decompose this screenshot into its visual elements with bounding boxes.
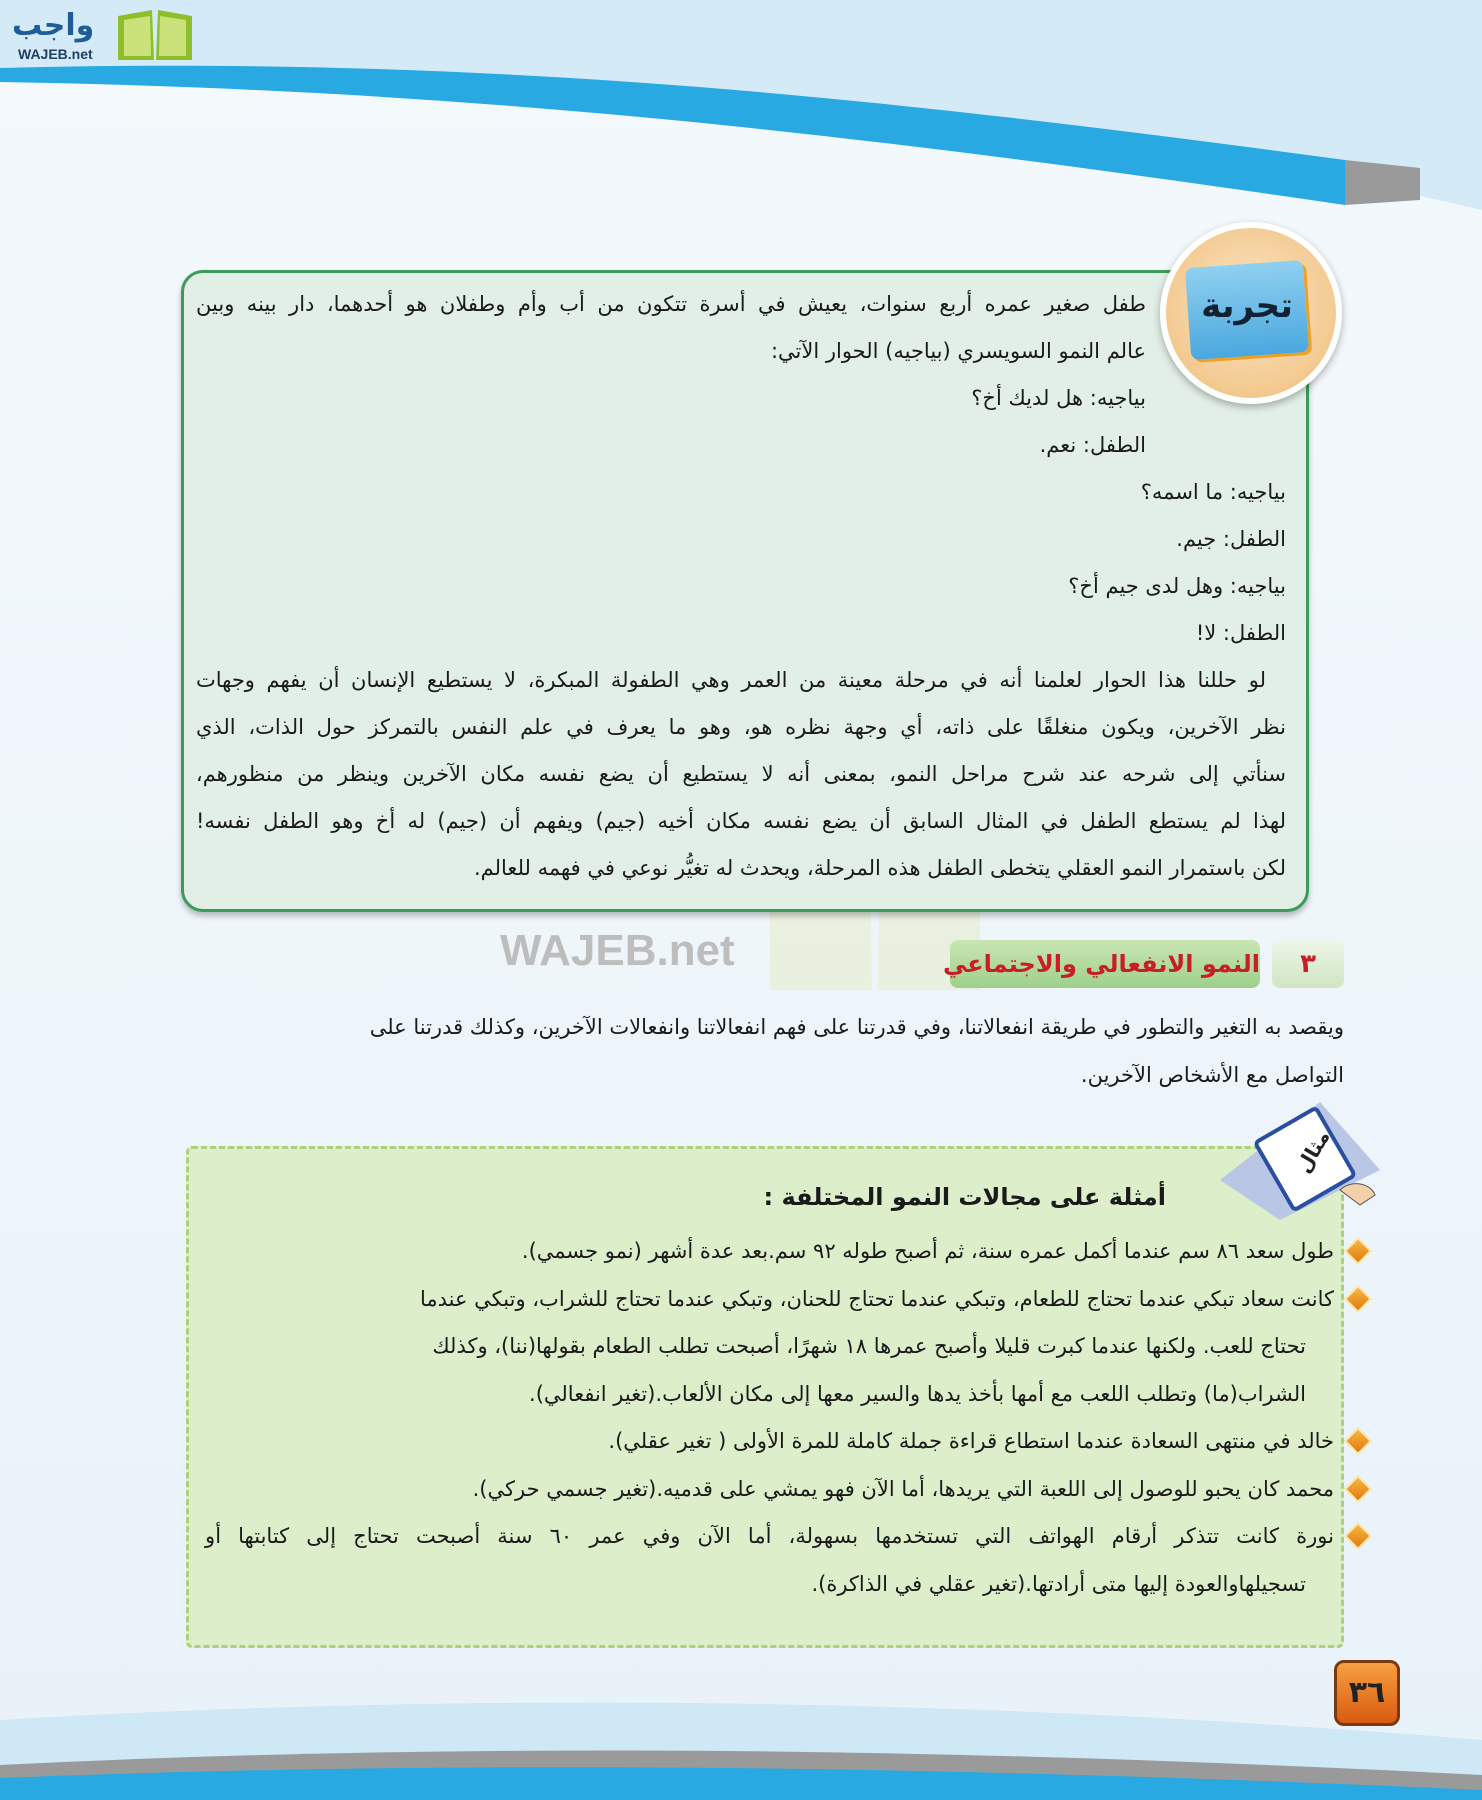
section-paragraph <box>176 1003 1344 1099</box>
page-number: ٣٦ <box>1334 1660 1400 1726</box>
diamond-bullet-icon <box>1344 1522 1372 1550</box>
text-line: الشراب(ما) وتطلب اللعب مع أمها بأخذ يدها والسير معها إلى مكان الألعاب.(تغير انفعالي). <box>529 1381 1306 1406</box>
top-banner <box>0 0 1482 210</box>
diamond-bullet-icon <box>1344 1474 1372 1502</box>
list-item <box>205 1418 1334 1466</box>
book-icon <box>114 6 196 64</box>
experiment-badge: تجربة <box>1160 222 1342 404</box>
list-item <box>205 1513 1334 1608</box>
text-line: سنأتي إلى شرحه عند شرح مراحل النمو، بمعنى أنه لا يستطيع أن يضع نفسه مكان الآخرين وينظر من منظورهم، <box>195 762 1286 786</box>
list-item <box>205 1228 1334 1276</box>
list-item <box>205 1276 1334 1419</box>
experiment-text <box>195 281 1286 892</box>
text-line: خالد في منتهى السعادة عندما استطاع قراءة جملة كاملة للمرة الأولى ( تغير عقلي). <box>608 1429 1334 1453</box>
banner-graphic <box>0 0 1482 210</box>
text-line: لو حللنا هذا الحوار لعلمنا أنه في مرحلة معينة من العمر وهي الطفولة المبكرة، لا يستطيع الإنسان أن يفهم وجهات <box>195 668 1266 692</box>
text-line: محمد كان يحبو للوصول إلى اللعبة التي يريدها، أما الآن فهو يمشي على قدميه.(تغير جسمي حركي). <box>472 1476 1334 1501</box>
text-line: بياجيه: هل لديك أخ؟ <box>971 386 1146 410</box>
text-line: عالم النمو السويسري (بياجيه) الحوار الآتي: <box>770 339 1146 363</box>
diamond-bullet-icon <box>1344 1427 1372 1455</box>
text-line: الطفل: نعم. <box>1039 433 1146 457</box>
text-line: تحتاج للعب. ولكنها عندما كبرت قليلا وأصبح عمرها ١٨ شهرًا، أصبحت تطلب الطعام بقولها(ننا)، وكذلك <box>432 1334 1306 1358</box>
text-line: طفل صغير عمره أربع سنوات، يعيش في أسرة تتكون من أب وأم وطفلان هو أحدهما، دار بينه وبين <box>196 292 1146 316</box>
text-line: كانت سعاد تبكي عندما تحتاج للطعام، وتبكي عندما تحتاج للحنان، وتبكي عندما تحتاج للشراب، وتبكي عندما <box>419 1286 1334 1311</box>
experiment-box <box>181 270 1309 912</box>
bottom-banner <box>0 1690 1482 1800</box>
text-line: تسجيلهاوالعودة إليها متى أرادتها.(تغير عقلي في الذاكرة). <box>811 1571 1306 1596</box>
diamond-bullet-icon <box>1344 1284 1372 1312</box>
text-line: الطفل: جيم. <box>1176 527 1286 551</box>
diamond-bullet-icon <box>1344 1237 1372 1265</box>
watermark-text: WAJEB.net <box>500 926 735 975</box>
text-line: بياجيه: ما اسمه؟ <box>1140 480 1286 504</box>
text-line: نظر الآخرين، ويكون منغلقًا على ذاته، أي وجهة نظره هو، وهو ما يعرف في علم النفس بالتمركز حول الذات، الذي <box>195 715 1286 739</box>
clipboard-example-icon <box>1210 1100 1380 1220</box>
text-line: طول سعد ٨٦ سم عندما أكمل عمره سنة، ثم أصبح طوله ٩٢ سم.بعد عدة أشهر (نمو جسمي). <box>521 1239 1334 1263</box>
list-item <box>205 1466 1334 1514</box>
svg-text:مثال: مثال <box>1291 1125 1335 1178</box>
text-line: بياجيه: وهل لدى جيم أخ؟ <box>1068 574 1286 598</box>
examples-title: أمثلة على مجالات النمو المختلفة : <box>763 1183 1166 1211</box>
text-line: الطفل: لا! <box>1195 621 1286 645</box>
section-title: النمو الانفعالي والاجتماعي <box>950 940 1260 988</box>
text-line: التواصل مع الأشخاص الآخرين. <box>1080 1063 1344 1087</box>
examples-list <box>205 1228 1334 1608</box>
section-number: ٣ <box>1272 940 1344 988</box>
text-line: ويقصد به التغير والتطور في طريقة انفعالاتنا، وفي قدرتنا على فهم انفعالاتنا وانفعالات الآخرين، وكذلك قدرتنا على <box>369 1015 1344 1039</box>
text-line: نورة كانت تتذكر أرقام الهواتف التي تستخدمها بسهولة، أما الآن وفي عمر ٦٠ سنة أصبحت تحتاج إلى كتابتها أو <box>205 1524 1334 1548</box>
text-line: لهذا لم يستطع الطفل في المثال السابق أن يضع نفسه مكان أخيه (جيم) ويفهم أن (جيم) له أخ وهو الطفل نفسه! <box>195 809 1286 833</box>
text-line: لكن باستمرار النمو العقلي يتخطى الطفل هذه المرحلة، ويحدث له تغيُّر نوعي في فهمه للعالم. <box>473 856 1286 880</box>
wajeb-logo[interactable]: واجب WAJEB.net <box>8 4 193 66</box>
